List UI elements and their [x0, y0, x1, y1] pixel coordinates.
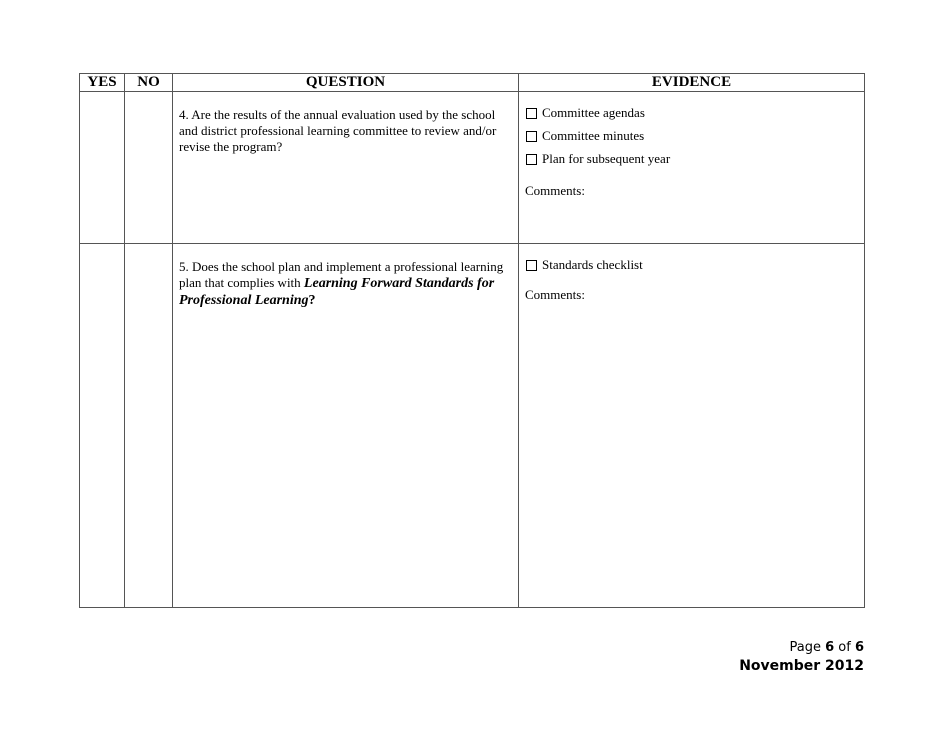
- question-cell: [173, 92, 519, 244]
- no-cell[interactable]: [125, 244, 173, 608]
- evidence-label: Plan for subsequent year: [542, 151, 671, 166]
- table-row: [80, 92, 865, 244]
- checkbox-icon[interactable]: [526, 154, 537, 165]
- page-number: Page 6 of 6: [789, 640, 864, 655]
- header-row: [80, 74, 865, 92]
- evidence-label: Committee agendas: [542, 105, 645, 120]
- question-cell: [173, 244, 519, 608]
- checkbox-icon[interactable]: [526, 131, 537, 142]
- header-evidence: EVIDENCE: [519, 74, 865, 92]
- table-row: [80, 244, 865, 608]
- comments-label: Comments:: [525, 287, 585, 302]
- evidence-item[interactable]: [525, 151, 858, 167]
- header-question: QUESTION: [173, 74, 519, 92]
- evidence-cell: [519, 244, 865, 608]
- evidence-label: Standards checklist: [542, 257, 643, 272]
- checkbox-icon[interactable]: [526, 260, 537, 271]
- question-emphasis: Learning Forward Standards for Professional Learning: [179, 276, 495, 308]
- question-text: 4. Are the results of the annual evaluation used by the school and district professional learning committee to review and/or revise the program?: [179, 107, 497, 154]
- checkbox-icon[interactable]: [526, 108, 537, 119]
- comments-label: Comments:: [525, 183, 585, 198]
- evidence-label: Committee minutes: [542, 128, 645, 143]
- header-yes: YES: [80, 74, 125, 92]
- footer-date: November 2012: [739, 658, 864, 674]
- evidence-item[interactable]: [525, 128, 858, 144]
- question-suffix: ?: [308, 293, 316, 308]
- evidence-item[interactable]: [525, 257, 858, 273]
- evaluation-table: [79, 73, 865, 608]
- yes-cell[interactable]: [80, 244, 125, 608]
- page-footer: [739, 639, 864, 675]
- header-no: NO: [125, 74, 173, 92]
- evidence-item[interactable]: [525, 105, 858, 121]
- evidence-cell: [519, 92, 865, 244]
- question-text: [173, 244, 518, 309]
- yes-cell[interactable]: [80, 92, 125, 244]
- question-prefix: 5. Does the school plan and implement a professional learning plan that complies with: [179, 259, 504, 290]
- no-cell[interactable]: [125, 92, 173, 244]
